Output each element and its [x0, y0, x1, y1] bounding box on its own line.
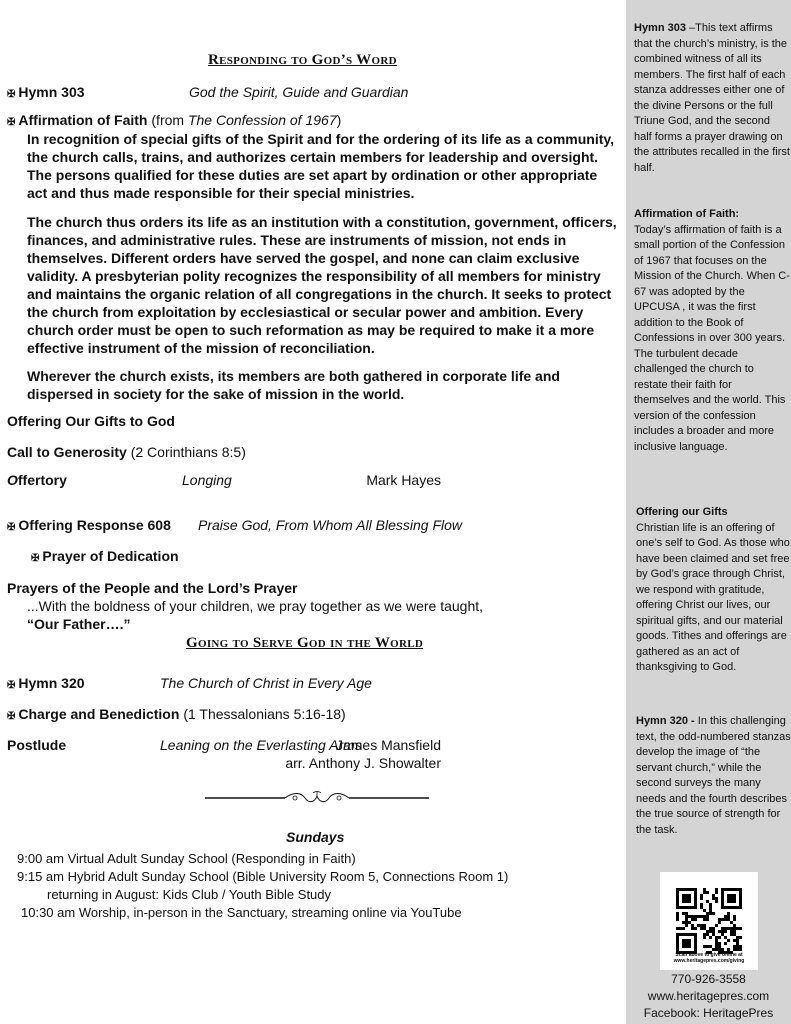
prayers-people-line: ...With the boldness of your children, we pray together as we were taught, [27, 598, 484, 614]
sundays-line-1: 9:00 am Virtual Adult Sunday School (Responding in Faith) [17, 851, 356, 866]
sidebar-affirmation-note [634, 207, 790, 455]
cross-icon: ✠ [7, 522, 16, 533]
qr-caption-line-1: Scan above to give online at [675, 952, 743, 958]
sidebar-offering-head: Offering our Gifts [636, 506, 728, 518]
postlude-label: Postlude [7, 737, 67, 753]
our-father: “Our Father….” [27, 616, 131, 632]
hymn-303-title: God the Spirit, Guide and Guardian [189, 84, 409, 100]
church-facebook[interactable]: Facebook: HeritagePres [643, 1006, 774, 1020]
prayer-dedication-label: Prayer of Dedication [42, 548, 179, 564]
sidebar-hymn-303-head: Hymn 303 [634, 22, 686, 34]
offertory-first-letter: O [7, 472, 18, 488]
sidebar-hymn-320-text: In this challenging text, the odd-numbered stanzas develop the image of “the servant church,” while the second surveys the many needs and the fourth describes the true source of strength for the task. [636, 715, 791, 836]
affirmation-line [7, 112, 341, 128]
offertory-label [7, 472, 67, 488]
cross-icon: ✠ [7, 711, 16, 722]
sidebar-hymn-303-note [634, 21, 790, 176]
hymn-320-title: The Church of Christ in Every Age [160, 675, 372, 691]
charge-reference: (1 Thessalonians 5:16-18) [183, 706, 346, 722]
sundays-title: Sundays [286, 829, 345, 845]
qr-caption-line-2: www.heritagepres.com/giving [673, 958, 745, 964]
church-website[interactable]: www.heritagepres.com [647, 989, 770, 1003]
affirmation-from: (from [151, 112, 188, 128]
hymn-303-label: Hymn 303 [18, 84, 85, 100]
offering-response-title: Praise God, From Whom All Blessing Flow [198, 517, 462, 533]
call-to-generosity [7, 444, 246, 460]
affirmation-source: The Confession of 1967 [187, 112, 337, 128]
call-label: Call to Generosity [7, 444, 127, 460]
offertory-rest: ffertory [17, 472, 67, 488]
call-reference: (2 Corinthians 8:5) [130, 444, 246, 460]
sundays-line-3: returning in August: Kids Club / Youth Bible Study [47, 887, 332, 902]
affirmation-label: Affirmation of Faith [18, 112, 148, 128]
sidebar-hymn-320-head: Hymn 320 - [636, 715, 695, 727]
cross-icon: ✠ [7, 89, 16, 100]
charge-label: Charge and Benediction [18, 706, 180, 722]
sidebar-offering-text: Christian life is an offering of one’s self to God. As those who have been claimed and set free by God’s grace through Christ, we respond with gratitude, offering Christ our lives, our spiritual gifts, and our material goods. Tithes and offerings are gathered as an act of thanksgiving to God. [636, 521, 790, 673]
sidebar-hymn-320-note [636, 714, 791, 838]
cross-icon: ✠ [31, 553, 40, 564]
affirmation-paragraph-1: In recognition of special gifts of the Spirit and for the ordering of its life as a community, the church calls, trains, and authorizes certain members for leadership and oversight. The persons qualified for these duties are set apart by ordination or other appropriate act and thus made responsible for their special ministries. [27, 131, 615, 201]
affirmation-close: ) [336, 112, 342, 128]
sidebar-offering-note [636, 505, 791, 676]
sundays-line-2: 9:15 am Hybrid Adult Sunday School (Bible University Room 5, Connections Room 1) [17, 869, 509, 884]
offertory-composer: Mark Hayes [366, 472, 441, 488]
prayers-people-label: Prayers of the People and the Lord’s Prayer [7, 580, 298, 596]
ornament-divider [205, 788, 429, 808]
affirmation-paragraph-2: The church thus orders its life as an institution with a constitution, government, officers, finances, and administrative rules. These are instruments of mission, not ends in themselves. Different orders have served the gospel, and none can claim exclusive validity. A presbyterian polity recognizes the responsibility of all members for ministry and maintains the organic relation of all congregations in the church. It seeks to protect the church from exploitation by ecclesiastical or secular power and ambition. Every church order must be open to such reformation as may be required to make it a more effective instrument of the mission of reconciliation. [27, 214, 617, 356]
affirmation-paragraph-3: Wherever the church exists, its members are both gathered in corporate life and dispersed in society for the sake of mission in the world. [27, 368, 560, 402]
offering-response-line [7, 517, 171, 533]
church-phone[interactable]: 770-926-3558 [671, 972, 746, 986]
offering-gifts-heading: Offering Our Gifts to God [7, 413, 175, 429]
hymn-320-line [7, 675, 85, 691]
postlude-title: Leaning on the Everlasting Arms [160, 737, 362, 753]
postlude-arranger: arr. Anthony J. Showalter [285, 755, 441, 771]
cross-icon: ✠ [7, 117, 16, 128]
going-heading: Going to Serve God in the World [186, 635, 424, 651]
offertory-title: Longing [182, 472, 232, 488]
cross-icon: ✠ [7, 680, 16, 691]
sundays-line-4: 10:30 am Worship, in-person in the Sanctuary, streaming online via YouTube [21, 905, 462, 920]
sidebar-hymn-303-text: –This text affirms that the church’s ministry, is the combined witness of all its members. The first half of each stanza addresses either one of the divine Persons or the full Triune God, and the second half forms a prayer drawing on the attributes recalled in the first half. [634, 22, 790, 174]
hymn-320-label: Hymn 320 [18, 675, 85, 691]
offering-response-label: Offering Response 608 [18, 517, 171, 533]
sidebar-affirmation-text: Today’s affirmation of faith is a small portion of the Confession of 1967 that focuses on the Mission of the Church. When C-67 was adopted by the UPCUSA , it was the first addition to the Book of Confessions in over 300 years. The turbulent decade challenged the church to restate their faith for themselves and the world. This version of the confession includes a broader and more inclusive language. [634, 223, 790, 453]
postlude-composer: James Mansfield [335, 737, 441, 753]
sidebar-affirmation-head: Affirmation of Faith: [634, 208, 740, 220]
responding-heading: Responding to God’s Word [208, 52, 397, 68]
charge-line [7, 706, 346, 722]
hymn-303-line [7, 84, 85, 100]
prayer-dedication-line [31, 548, 179, 564]
qr-caption [662, 952, 756, 964]
